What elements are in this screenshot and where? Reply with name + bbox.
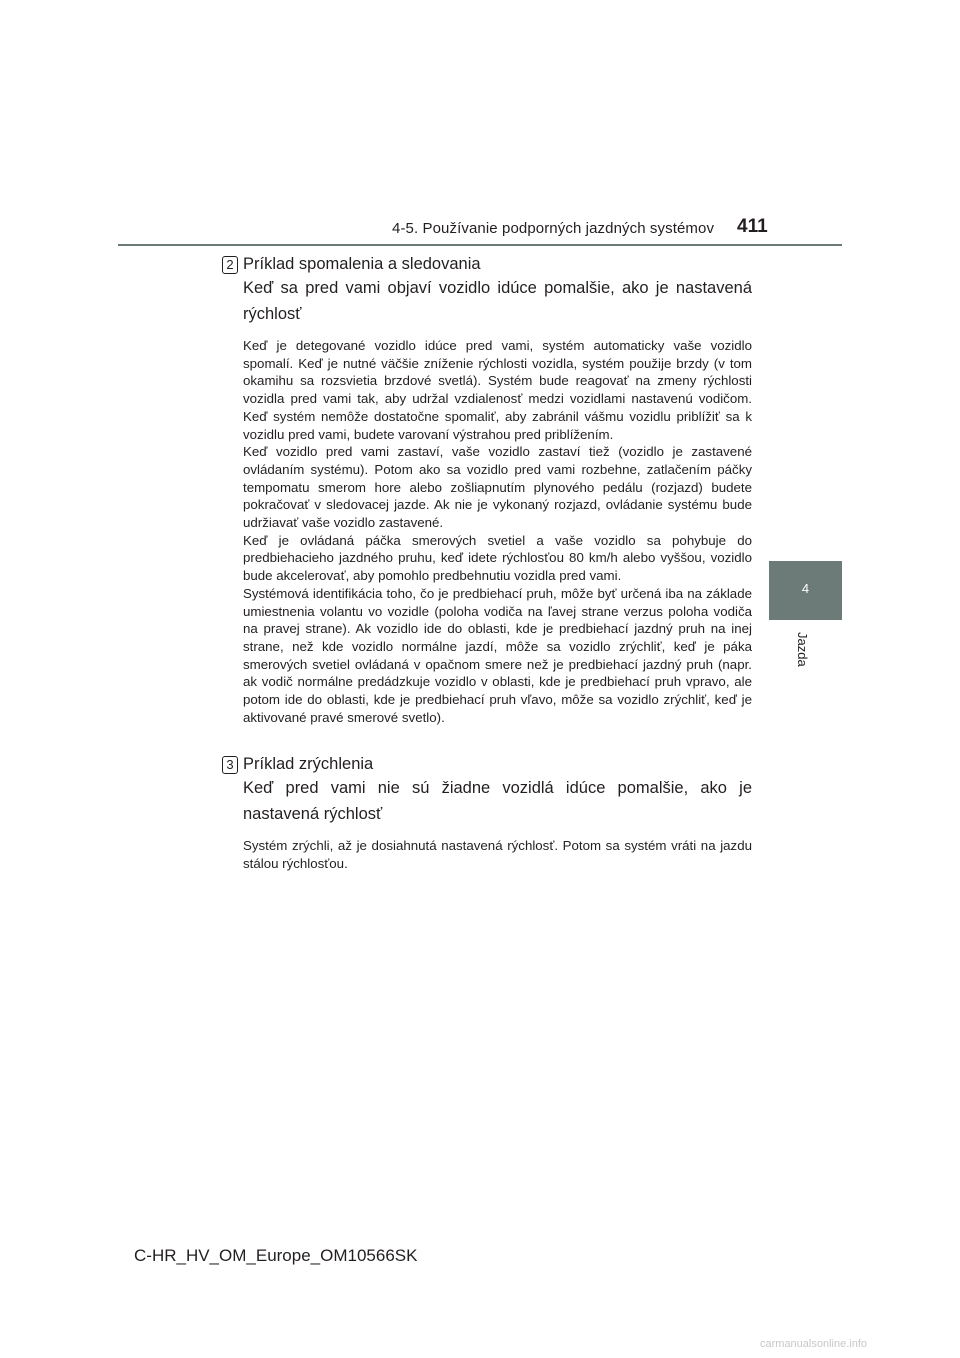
body-paragraph: Systém zrýchli, až je dosiahnutá nastavená rýchlosť. Potom sa systém vráti na jazdu stálou rýchlosťou. xyxy=(243,838,752,871)
chapter-label: Jazda xyxy=(795,632,810,667)
body-paragraph: Keď je ovládaná páčka smerových svetiel a vaše vozidlo sa pohybuje do predbiehacieho jazdného pruhu, keď idete rýchlosťou 80 km/h alebo vyššou, vozidlo bude akcelerovať, aby pomohlo predbehnutiu vozidla pred vami. xyxy=(243,532,752,584)
item-subtitle: Keď sa pred vami objaví vozidlo idúce pomalšie, ako je nastavená rýchlosť xyxy=(243,279,752,323)
page-number: 411 xyxy=(737,216,768,237)
example-item-acceleration xyxy=(222,753,752,872)
body-paragraph: Keď je detegované vozidlo idúce pred vami, systém automaticky vaše vozidlo spomalí. Keď je nutné väčšie zníženie rýchlosti vozidla, systém použije brzdy (v tom okamihu sa rozsvietia brzdové svetlá). Systém bude reagovať na zmeny rýchlosti vozidla pred vami tak, aby udržal vzdialenosť medzi vozidlami nastavenú vodičom. Keď systém nemôže dostatočne spomaliť, aby zabránil vášmu vozidlu priblížiť sa k vozidlu pred vami, budete varovaní výstrahou pred priblížením. xyxy=(243,338,752,442)
watermark: carmanualsonline.info xyxy=(760,1338,868,1350)
section-title: 4-5. Používanie podporných jazdných systémov xyxy=(392,220,715,237)
body-paragraph: Systémová identifikácia toho, čo je predbiehací pruh, môže byť určená iba na základe umiestnenia volantu vo vozidle (poloha vodiča na ľavej strane verzus poloha vodiča na pravej strane). Ak vozidlo ide do oblasti, kde je predbiehací jazdný pruh na inej strane, než kde vozidlo normálne jazdí, môže sa vozidlo zrýchliť, keď je páka smerových svetiel ovládaná v opačnom smere než je predbiehací jazdný pruh (napr. ak vodič normálne predádzkuje vozidlo v oblasti, kde je predbiehací pruh vpravo, ale potom ide do oblasti, kde je predbiehací pruh vľavo, môže sa vozidlo zrýchliť, keď je aktivované pravé smerové svetlo). xyxy=(243,585,752,725)
item-subtitle: Keď pred vami nie sú žiadne vozidlá idúce pomalšie, ako je nastavená rýchlosť xyxy=(243,779,752,823)
item-body xyxy=(243,837,752,872)
example-item-deceleration xyxy=(222,253,752,726)
body-paragraph: Keď vozidlo pred vami zastaví, vaše vozidlo zastaví tiež (vozidlo je zastavené ovládaním systému). Potom ako sa vozidlo pred vami rozbehne, zatlačením páčky tempomatu smerom hore alebo zošliapnutím plynového pedálu (rozjazd) budete pokračovať v sledovacej jazde. Ak nie je vykonaný rozjazd, ovládanie systému bude udržiavať vaše vozidlo zastavené. xyxy=(243,444,752,531)
chapter-number: 4 xyxy=(801,581,810,596)
item-number-badge: 2 xyxy=(222,256,238,274)
item-title: Príklad zrýchlenia xyxy=(243,755,374,773)
item-body xyxy=(243,337,752,726)
chapter-tab xyxy=(769,561,842,620)
item-number-badge: 3 xyxy=(222,756,238,774)
document-code: C-HR_HV_OM_Europe_OM10566SK xyxy=(134,1246,418,1265)
item-title: Príklad spomalenia a sledovania xyxy=(243,255,481,273)
header-divider xyxy=(118,244,842,246)
